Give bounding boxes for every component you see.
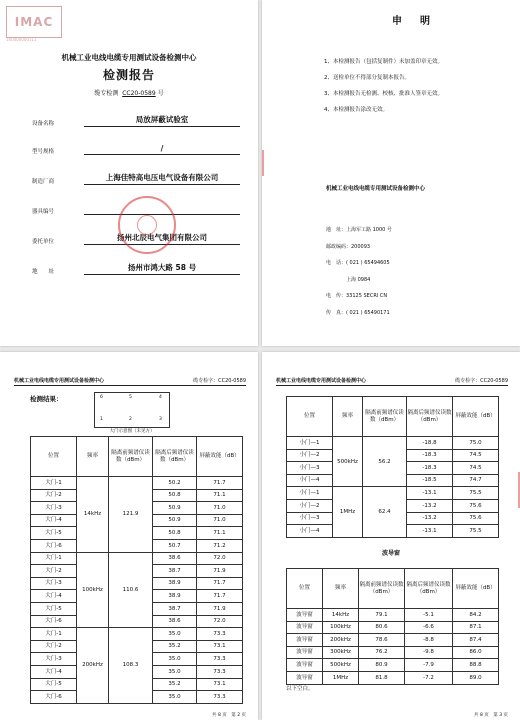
- shielding-cell: 75.5: [453, 525, 499, 538]
- shielding-cell: 71.0: [197, 514, 243, 527]
- column-header: 位置: [31, 437, 77, 477]
- shielding-cell: 71.7: [197, 477, 243, 490]
- position-cell: 大门-5: [31, 678, 77, 691]
- reading-after-cell: -18.3: [407, 462, 453, 475]
- frequency-cell: 14kHz: [323, 609, 359, 622]
- field-label: 制造厂商: [32, 179, 55, 185]
- diagram-label: 3: [159, 417, 162, 422]
- column-header: 隔离后频谱仪读数（dBm）: [405, 569, 453, 609]
- reading-before-cell: 108.3: [109, 628, 153, 704]
- seam-stamp: [262, 150, 270, 176]
- shielding-cell: 72.0: [197, 552, 243, 565]
- reading-after-cell: -6.6: [405, 621, 453, 634]
- reading-before-cell: 56.2: [363, 437, 407, 487]
- position-cell: 小门—3: [287, 512, 333, 525]
- diagram-label: 2: [129, 417, 132, 422]
- table-row: [287, 487, 499, 500]
- reading-after-cell: 38.7: [153, 565, 197, 578]
- column-header: 屏蔽效能（dB）: [197, 437, 243, 477]
- statement-org: 机械工业电线电缆专用测试设备检测中心: [326, 186, 426, 192]
- shielding-cell: 73.3: [197, 665, 243, 678]
- shielding-cell: 86.0: [453, 646, 499, 659]
- reading-after-cell: -8.8: [405, 634, 453, 647]
- reading-after-cell: 38.9: [153, 577, 197, 590]
- statement-note: 2、送检单位不得部分复制本报告。: [324, 75, 411, 81]
- reading-after-cell: 38.6: [153, 615, 197, 628]
- result-label: 检测结果：: [30, 395, 63, 403]
- shielding-cell: 75.5: [453, 487, 499, 500]
- frequency-cell: 1MHz: [333, 487, 363, 537]
- reading-before-cell: 80.6: [359, 621, 405, 634]
- position-cell: 波导窗: [287, 609, 323, 622]
- statement-note: 3、本检测报告无检测、校核、批准人签章无效。: [324, 91, 444, 97]
- results-table: [30, 436, 243, 704]
- position-cell: 大门-3: [31, 502, 77, 515]
- shielding-cell: 74.7: [453, 474, 499, 487]
- shielding-cell: 87.4: [453, 634, 499, 647]
- shielding-cell: 87.1: [453, 621, 499, 634]
- reading-after-cell: -7.9: [405, 659, 453, 672]
- reading-after-cell: -13.2: [407, 499, 453, 512]
- table-row: [287, 671, 499, 684]
- position-cell: 小门—3: [287, 462, 333, 475]
- cover-org: 机械工业电线电缆专用测试设备检测中心: [61, 53, 197, 62]
- shielding-cell: 71.2: [197, 539, 243, 552]
- field-value: /: [160, 144, 164, 153]
- shielding-cell: 71.9: [197, 565, 243, 578]
- column-header: 位置: [287, 397, 333, 437]
- logo-subtext: 160000000111: [6, 37, 37, 42]
- seam-stamp: [512, 472, 520, 508]
- report-title: 检测报告: [102, 68, 155, 82]
- field-value: 局放屏蔽试验室: [135, 115, 189, 124]
- shielding-cell: 73.3: [197, 653, 243, 666]
- position-cell: 小门—4: [287, 474, 333, 487]
- reading-before-cell: 76.2: [359, 646, 405, 659]
- position-cell: 大门-5: [31, 527, 77, 540]
- position-cell: 大门-3: [31, 653, 77, 666]
- frequency-cell: 1MHz: [323, 671, 359, 684]
- field-row: [20, 166, 240, 188]
- shielding-cell: 73.1: [197, 640, 243, 653]
- position-cell: 大门-1: [31, 552, 77, 565]
- small-door-table: [286, 396, 499, 538]
- shielding-cell: 88.8: [453, 659, 499, 672]
- table-row: [31, 628, 243, 641]
- position-cell: 小门—4: [287, 525, 333, 538]
- diagram-caption: 大门示意图（未见方）: [109, 429, 155, 434]
- position-cell: 大门-2: [31, 640, 77, 653]
- reading-after-cell: 50.7: [153, 539, 197, 552]
- continued-page: [262, 352, 520, 720]
- position-cell: 小门—2: [287, 449, 333, 462]
- frequency-cell: 14kHz: [77, 477, 109, 553]
- field-label: 设备名称: [32, 121, 55, 127]
- shielding-cell: 74.5: [453, 449, 499, 462]
- contact-line: 电 传：33125 SECRI CN: [326, 293, 388, 299]
- table-row: [287, 646, 499, 659]
- contact-block: [326, 222, 392, 321]
- position-cell: 小门—1: [287, 437, 333, 450]
- report-code-label: 缆专检测: [94, 90, 119, 97]
- reading-before-cell: 80.9: [359, 659, 405, 672]
- shielding-cell: 75.0: [453, 437, 499, 450]
- table-row: [287, 609, 499, 622]
- reading-after-cell: -18.3: [407, 449, 453, 462]
- statement-note: 1、本检测报告（包括复制件）未加盖印章无效。: [324, 59, 444, 65]
- column-header: 频率: [323, 569, 359, 609]
- reading-after-cell: -13.1: [407, 525, 453, 538]
- column-header: 屏蔽效能（dB）: [453, 397, 499, 437]
- contact-line: 邮政编码：200093: [326, 243, 371, 250]
- header-org: 机械工业电线电缆专用测试设备检测中心: [276, 378, 367, 384]
- position-cell: 大门-5: [31, 602, 77, 615]
- column-header: 隔离前频谱仪读数（dBm）: [363, 397, 407, 437]
- column-header: 位置: [287, 569, 323, 609]
- column-header: 屏蔽效能（dB）: [453, 569, 499, 609]
- shielding-cell: 74.5: [453, 462, 499, 475]
- frequency-cell: 500kHz: [323, 659, 359, 672]
- reading-after-cell: 35.0: [153, 628, 197, 641]
- position-cell: 大门-6: [31, 691, 77, 704]
- reading-after-cell: 50.8: [153, 527, 197, 540]
- results-page: [0, 352, 258, 720]
- shielding-cell: 73.1: [197, 678, 243, 691]
- position-cell: 波导窗: [287, 621, 323, 634]
- frequency-cell: 100kHz: [323, 621, 359, 634]
- reading-after-cell: 38.7: [153, 602, 197, 615]
- position-cell: 大门-1: [31, 628, 77, 641]
- field-row: [20, 256, 240, 278]
- reading-before-cell: 62.4: [363, 487, 407, 537]
- position-cell: 波导窗: [287, 659, 323, 672]
- waveguide-table: [286, 568, 499, 685]
- reading-after-cell: 35.2: [153, 678, 197, 691]
- table-row: [287, 659, 499, 672]
- frequency-cell: 200kHz: [77, 628, 109, 704]
- contact-line: 传 真：( 021 ) 65490171: [326, 309, 390, 316]
- shielding-cell: 71.0: [197, 502, 243, 515]
- report-code: [0, 88, 258, 97]
- report-code-suffix: 号: [157, 90, 164, 97]
- position-cell: 大门-3: [31, 577, 77, 590]
- logo-mark: [6, 6, 62, 38]
- field-row: [20, 108, 240, 130]
- reading-after-cell: 50.8: [153, 489, 197, 502]
- field-value: 扬州市鸿大路 58 号: [127, 263, 197, 272]
- report-code-value: CC20-0589: [122, 90, 156, 97]
- reading-after-cell: -13.2: [407, 512, 453, 525]
- reading-after-cell: -18.5: [407, 474, 453, 487]
- field-row: [20, 136, 240, 158]
- shielding-cell: 89.0: [453, 671, 499, 684]
- field-label: 器具编号: [32, 209, 55, 215]
- reading-after-cell: 35.0: [153, 665, 197, 678]
- reading-after-cell: -18.8: [407, 437, 453, 450]
- shielding-cell: 73.3: [197, 628, 243, 641]
- frequency-cell: 200kHz: [323, 634, 359, 647]
- shielding-cell: 84.2: [453, 609, 499, 622]
- waveguide-title: 波导窗: [381, 550, 400, 557]
- position-cell: 大门-4: [31, 514, 77, 527]
- position-cell: 大门-4: [31, 665, 77, 678]
- header-org: 机械工业电线电缆专用测试设备检测中心: [14, 378, 105, 384]
- shielding-cell: 71.1: [197, 527, 243, 540]
- shielding-cell: 71.1: [197, 489, 243, 502]
- column-header: 隔离后频谱仪读数（dBm）: [407, 397, 453, 437]
- table-row: [31, 552, 243, 565]
- header-code: 缆专检字：CC20-0589: [455, 378, 508, 384]
- position-cell: 波导窗: [287, 646, 323, 659]
- shielding-cell: 71.7: [197, 590, 243, 603]
- contact-line: 地 址：上海军工路 1000 号: [326, 227, 392, 233]
- contact-line: 电 话：( 021 ) 65494605: [326, 260, 390, 266]
- page-header: [14, 376, 246, 386]
- shielding-cell: 71.9: [197, 602, 243, 615]
- cover-page: [0, 0, 258, 346]
- table-row: [287, 437, 499, 450]
- field-value: 扬州北辰电气集团有限公司: [117, 233, 207, 242]
- position-cell: 波导窗: [287, 634, 323, 647]
- door-diagram: [94, 392, 170, 428]
- column-header: 隔离前频谱仪读数（dBm）: [109, 437, 153, 477]
- field-label: 委托单位: [32, 239, 55, 245]
- frequency-cell: 500kHz: [333, 437, 363, 487]
- reading-before-cell: 78.6: [359, 634, 405, 647]
- contact-line: 上海 0984: [326, 276, 371, 283]
- reading-after-cell: 50.9: [153, 502, 197, 515]
- page-footer: 共 8 页 第 3 页: [474, 713, 508, 718]
- reading-after-cell: -9.8: [405, 646, 453, 659]
- table-row: [287, 634, 499, 647]
- column-header: 频率: [77, 437, 109, 477]
- table-row: [287, 621, 499, 634]
- reading-before-cell: 81.8: [359, 671, 405, 684]
- field-value: 上海佳特高电压电气设备有限公司: [105, 173, 219, 182]
- diagram-label: 1: [100, 417, 103, 422]
- shielding-cell: 75.6: [453, 512, 499, 525]
- reading-before-cell: 121.9: [109, 477, 153, 553]
- table-row: [31, 477, 243, 490]
- reading-after-cell: -5.1: [405, 609, 453, 622]
- position-cell: 大门-2: [31, 489, 77, 502]
- reading-after-cell: 35.2: [153, 640, 197, 653]
- frequency-cell: 100kHz: [77, 552, 109, 628]
- reading-after-cell: 50.2: [153, 477, 197, 490]
- page-footer: 共 8 页 第 2 页: [212, 713, 246, 718]
- reading-after-cell: 38.9: [153, 590, 197, 603]
- diagram-label: 4: [159, 395, 162, 400]
- statement-page: [262, 0, 520, 346]
- shielding-cell: 71.7: [197, 577, 243, 590]
- column-header: 隔离后频谱仪读数（dBm）: [153, 437, 197, 477]
- position-cell: 大门-6: [31, 539, 77, 552]
- blank-note: 以下空白。: [286, 686, 314, 692]
- field-label: 地 址: [32, 269, 55, 275]
- position-cell: 波导窗: [287, 671, 323, 684]
- reading-after-cell: 38.6: [153, 552, 197, 565]
- diagram-label: 6: [100, 395, 103, 400]
- reading-after-cell: 50.9: [153, 514, 197, 527]
- shielding-cell: 75.6: [453, 499, 499, 512]
- position-cell: 大门-1: [31, 477, 77, 490]
- shielding-cell: 73.3: [197, 691, 243, 704]
- red-seal-stamp: [118, 196, 176, 254]
- page-header: [276, 376, 508, 386]
- statement-notes: [324, 54, 443, 118]
- column-header: 隔离前频谱仪读数（dBm）: [359, 569, 405, 609]
- field-label: 型号规格: [32, 149, 55, 155]
- position-cell: 小门—2: [287, 499, 333, 512]
- column-header: 频率: [333, 397, 363, 437]
- logo-text: IMAC: [14, 15, 54, 29]
- position-cell: 大门-6: [31, 615, 77, 628]
- position-cell: 大门-4: [31, 590, 77, 603]
- reading-after-cell: -7.2: [405, 671, 453, 684]
- reading-after-cell: 35.0: [153, 691, 197, 704]
- statement-note: 4、本检测报告涂改无效。: [324, 107, 389, 113]
- reading-before-cell: 110.6: [109, 552, 153, 628]
- statement-title: 申明: [392, 16, 448, 27]
- frequency-cell: 300kHz: [323, 646, 359, 659]
- diagram-label: 5: [129, 395, 132, 400]
- reading-before-cell: 79.1: [359, 609, 405, 622]
- position-cell: 大门-2: [31, 565, 77, 578]
- position-cell: 小门—1: [287, 487, 333, 500]
- shielding-cell: 72.0: [197, 615, 243, 628]
- reading-after-cell: -13.1: [407, 487, 453, 500]
- reading-after-cell: 35.0: [153, 653, 197, 666]
- header-code: 缆专检字：CC20-0589: [193, 378, 246, 384]
